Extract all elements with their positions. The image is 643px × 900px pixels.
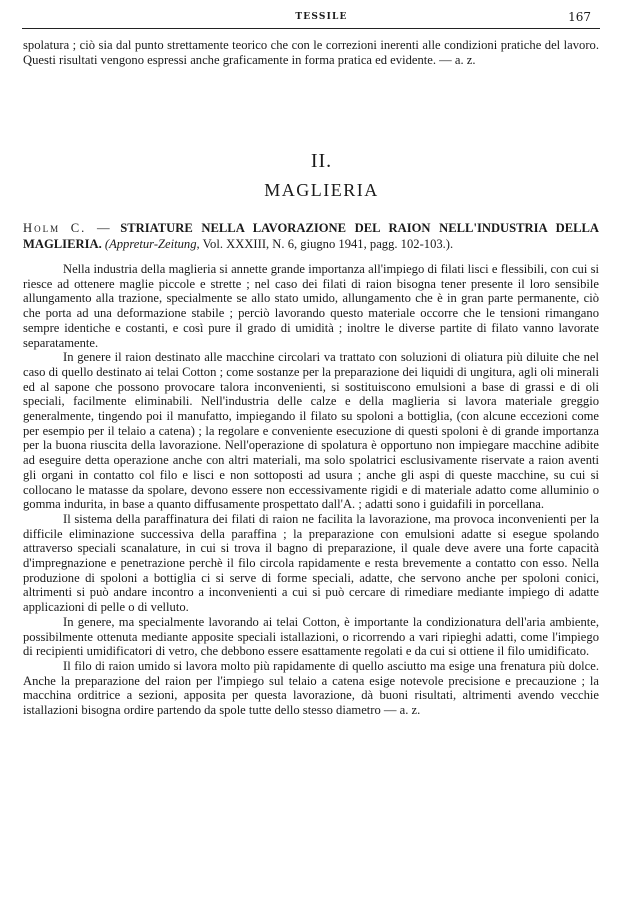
entry-author: Holm C. —	[23, 221, 112, 235]
section-number: II.	[310, 150, 333, 172]
running-title: TESSILE	[295, 12, 348, 22]
body-paragraph: In genere, ma specialmente lavorando ai telai Cotton, è importante la condizionatura dell'aria ambiente, possibilmente ottenuta mediante apposite speciali istallazioni, o ricorrendo a vari ripieghi adatti, come l'impiego di recipienti umidificatori di vetro, che debbono essere esattamente regolati e da cui si ottiene il filo umidificato.	[23, 614, 599, 659]
running-head	[0, 10, 643, 26]
header-rule	[22, 28, 600, 29]
entry-citation: Vol. XXXIII, N. 6, giugno 1941, pagg. 102-103.).	[202, 237, 454, 251]
article-body	[23, 262, 599, 718]
entry-title: STRIATURE NELLA LAVORAZIONE DEL RAION NELL'INDUSTRIA DELLA MAGLIERIA.	[23, 221, 599, 251]
body-paragraph: Il sistema della paraffinatura dei filati di raion ne facilita la lavorazione, ma provoca inconvenienti per la difficile eliminazione successiva della paraffina ; la preparazione con emulsioni adatte si esegue spolando attraverso speciali scanalature, in cui si trova il bagno di preparazione, il quale deve avere una forte capacità d'impregnazione e penetrazione perchè il filo circola rapidamente e resta brevemente a contatto con esso. Nella produzione di spoloni a bottiglia ci si serve di forme speciali, adatte, che servono anche per spoloni conici, altrimenti si può andare incontro a inconvenienti a cui si può cercare di rimediare mediante impiego di adatte applicazioni di pelle o di velluto.	[23, 511, 599, 615]
entry-journal: (Appretur-Zeitung,	[104, 237, 200, 251]
bibliographic-entry	[23, 220, 599, 252]
intro-paragraph: spolatura ; ciò sia dal punto strettamente teorico che con le correzioni inerenti alle condizioni pratiche del lavoro. Questi risultati vengono espressi anche graficamente in forma pratica ed evidente. — a. z.	[23, 38, 599, 67]
page-number: 167	[568, 10, 591, 24]
section-title: MAGLIERIA	[264, 180, 379, 200]
body-paragraph: Il filo di raion umido si lavora molto più rapidamente di quello asciutto ma esige una frenatura più dolce. Anche la preparazione del raion per l'impiego sul telaio a catena esige notevole precisione e precauzione ; la macchina orditrice a sezioni, apposita per questa lavorazione, dà buoni risultati, altrimenti avendo vecchie istallazioni bisogna ordire partendo da spole tutte dello stesso diametro — a. z.	[23, 658, 599, 718]
body-paragraph: In genere il raion destinato alle macchine circolari va trattato con soluzioni di oliatura più diluite che nel caso di quello destinato ai telai Cotton ; come sostanze per la preparazione dei liquidi di ungitura, agli oli minerali ed al sapone che possono provocare talora inconvenienti, si sostituiscono emulsioni a base di grassi e di oli speciali, facilmente eliminabili. Nell'industria delle calze e della maglieria si lavora materiale greggio generalmente, tingendo poi il manufatto, impiegando il filato su spoloni a bottiglia, (con alcune eccezioni come per esempio per il telaio a catena) ; la regolare e conveniente esecuzione di questi spoloni è di grande importanza per la buona riuscita della lavorazione. Nell'operazione di spolatura è opportuno non impiegare macchine adibite ad eseguire detta operazione anche con altri materiali, ma solo spolatrici esclusivamente riservate a raion aventi gli organi in contatto col filo e lisci e non sottoposti ad usura ; anche gli aspi di queste macchine, su cui si collocano le matasse da spolare, devono essere non eccessivamente rigidi e di materiale adatto come alluminio o gomma indurita, in base a quanto diffusamente prospettato dall'A. ; adatti sono i guidafili in porcellana.	[23, 350, 599, 512]
body-paragraph: Nella industria della maglieria si annette grande importanza all'impiego di filati lisci e flessibili, con cui si riesce ad ottenere maglie piccole e strette ; nel caso dei filati di raion bisogna tener presente il loro sensibile allungamento alla trazione, specialmente se allo stato umido, allungamento che è in gran parte permanente, ciò che porta ad una deformazione stabile ; perciò lavorando questo materiale occorre che le tensioni rimangano sempre identiche e costanti, e così pure il grado di umidità ; inoltre le diverse partite di filato vanno lavorate separatamente.	[23, 262, 599, 350]
